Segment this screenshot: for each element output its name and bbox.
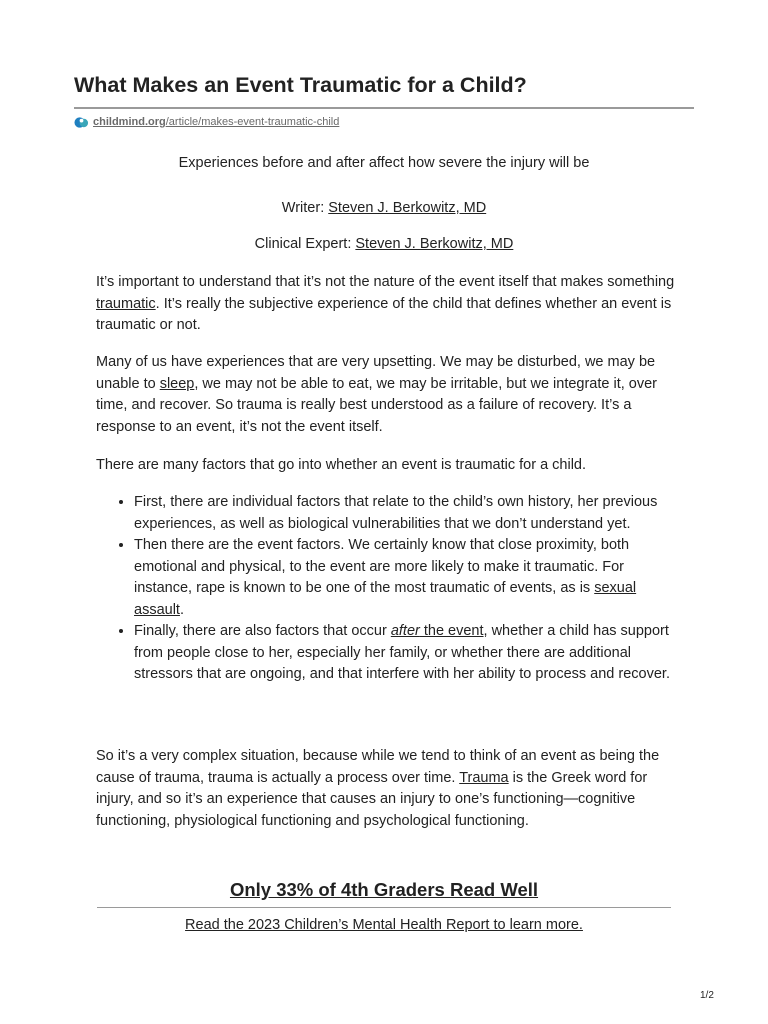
sleep-link[interactable]: sleep xyxy=(159,375,195,392)
promo-report xyxy=(0,915,768,935)
paragraph-4 xyxy=(96,746,676,832)
paragraph-2-text-b: , we may not be able to eat, we may be irritable, but we integrate it, over time, and recover. So trauma is really best understood as a failure of recovery. It’s a response to an event, it’s not the event itself. xyxy=(96,375,658,435)
after-the-event-link[interactable] xyxy=(391,623,484,639)
site-favicon-icon xyxy=(74,115,89,130)
source-url[interactable] xyxy=(74,114,339,130)
expert-label: Clinical Expert: xyxy=(254,236,356,252)
after-link-rest: the event xyxy=(419,623,484,639)
trauma-link[interactable]: Trauma xyxy=(459,769,509,786)
bullet-3-text-b: , whether a child has support from people close to her, especially her family, or whether there are additional stressors that are ongoing, and that interfere with her ability to process and recover. xyxy=(134,623,670,682)
bullet-3-text-a: Finally, there are also factors that occur xyxy=(134,623,391,639)
source-domain: childmind.org xyxy=(93,116,166,128)
paragraph-3: There are many factors that go into whether an event is traumatic for a child. xyxy=(96,457,587,473)
expert-line xyxy=(0,234,768,254)
paragraph-1-text-b: . It’s really the subjective experience of the child that defines whether an event is traumatic or not. xyxy=(96,295,672,333)
paragraph-2-text-a: Many of us have experiences that are very upsetting. We may be disturbed, we may be unable to xyxy=(96,354,656,392)
promo-heading xyxy=(0,878,768,902)
promo-divider xyxy=(97,907,671,908)
paragraph-2 xyxy=(96,352,676,438)
source-path: /article/makes-event-traumatic-child xyxy=(165,116,340,128)
list-item: • First, there are individual factors that relate to the child’s own history, her previous experiences, as well as biological vulnerabilities that we don’t understand yet. xyxy=(134,492,684,535)
after-emphasis: after xyxy=(390,623,420,639)
paragraph-1 xyxy=(96,272,676,337)
sexual-assault-link[interactable]: sexual assault xyxy=(134,580,637,618)
article-subtitle: Experiences before and after affect how severe the injury will be xyxy=(178,155,590,171)
report-link[interactable]: Read the 2023 Children’s Mental Health Report to learn more. xyxy=(185,917,583,933)
paragraph-1-text-a: It’s important to understand that it’s not the nature of the event itself that makes something xyxy=(96,274,675,290)
writer-line xyxy=(0,198,768,218)
factors-list xyxy=(96,492,684,686)
writer-label: Writer: xyxy=(281,200,329,216)
bullet-2-text-a: Then there are the event factors. We certainly know that close proximity, both emotional and physical, to the event are more likely to make it traumatic. For instance, rape is known to be one of the most traumatic of events, as is xyxy=(134,537,630,596)
page-number: 1/2 xyxy=(700,990,714,1001)
list-item xyxy=(134,535,684,621)
list-item xyxy=(134,621,684,686)
paragraph-4-text-b: is the Greek word for injury, and so it’s an experience that causes an injury to one’s functioning—cognitive functioning, physiological functioning and psychological functioning. xyxy=(96,769,648,829)
paragraph-4-text-a: So it’s a very complex situation, because while we tend to think of an event as being the cause of trauma, trauma is actually a process over time. xyxy=(96,748,660,786)
page-title: What Makes an Event Traumatic for a Child? xyxy=(74,73,527,97)
traumatic-link[interactable]: traumatic xyxy=(96,295,156,312)
expert-link[interactable]: Steven J. Berkowitz, MD xyxy=(355,236,514,252)
promo-heading-link[interactable]: Only 33% of 4th Graders Read Well xyxy=(229,879,539,900)
bullet-2-text-b: . xyxy=(179,601,184,618)
source-link[interactable] xyxy=(93,116,339,128)
writer-link[interactable]: Steven J. Berkowitz, MD xyxy=(328,200,487,216)
title-divider xyxy=(74,107,694,109)
